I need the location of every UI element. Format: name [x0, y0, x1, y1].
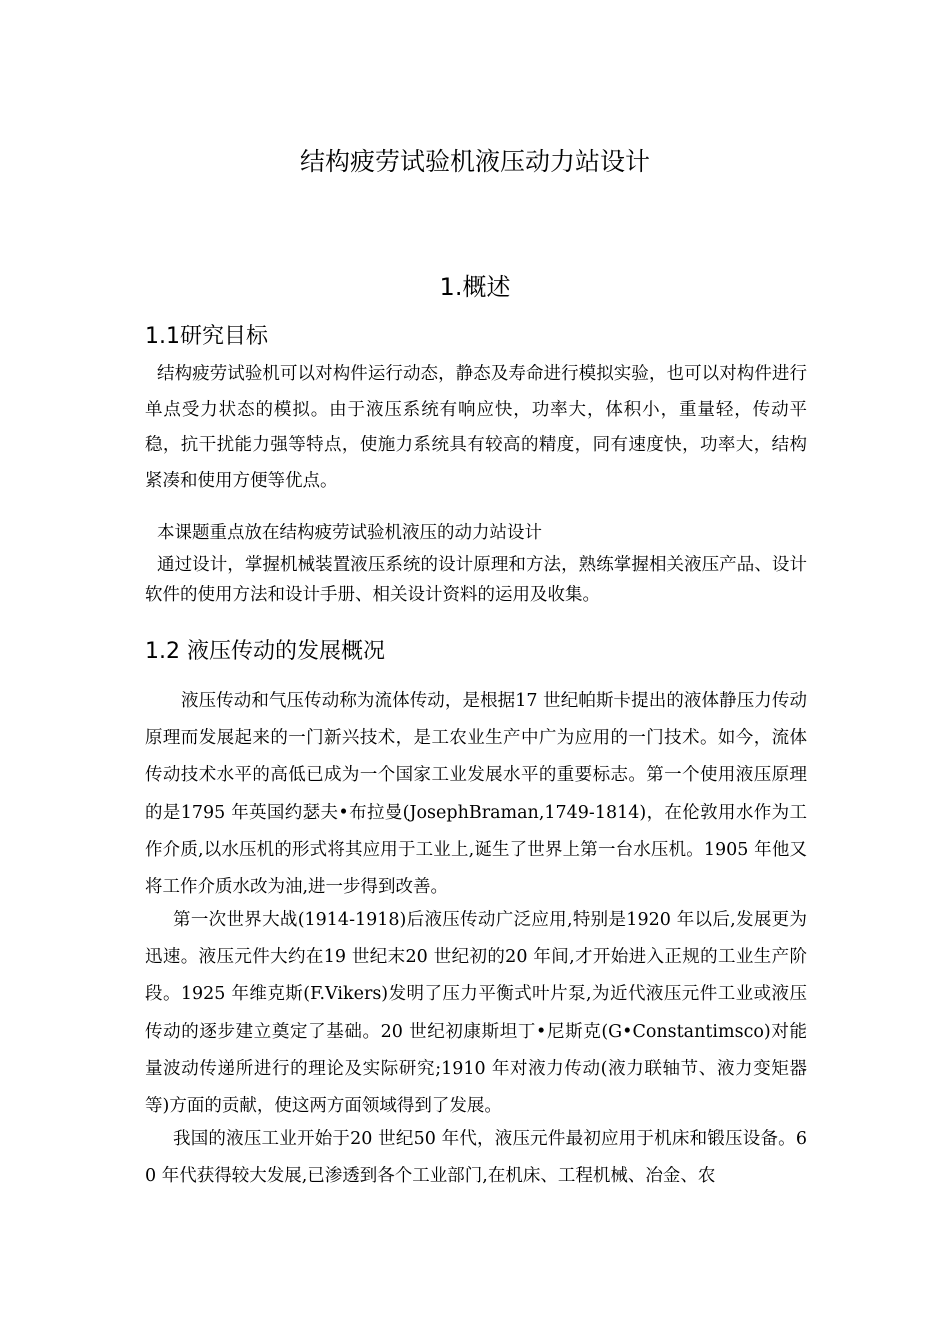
paragraph: 第一次世界大战(1914-1918)后液压传动广泛应用,特别是1920 年以后,发展更为迅速。液压元件大约在19 世纪末20 世纪初的20 年间,才开始进入正规的工业生产阶段。1925 年维克斯(F.Vikers)发明了压力平衡式叶片泵,为近代液压元件工业或液压传动的逐步建立奠定了基础。20 世纪初康斯坦丁•尼斯克(G•Constantimsco)对能量波动传递所进行的理论及实际研究;1910 年对液力传动(液力联轴节、液力变矩器等)方面的贡献，使这两方面领域得到了发展。: [145, 910, 807, 1117]
paragraph: 结构疲劳试验机可以对构件运行动态，静态及寿命进行模拟实验，也可以对构件进行单点受力状态的模拟。由于液压系统有响应快，功率大，体积小，重量轻，传动平稳，抗干扰能力强等特点，使施力系统具有较高的精度，同有速度快，功率大，结构紧凑和使用方便等优点。: [145, 364, 807, 491]
section-heading-development-overview: 1.2 液压传动的发展概况: [145, 639, 385, 664]
paragraph: 本课题重点放在结构疲劳试验机液压的动力站设计: [157, 523, 542, 543]
paragraph: 液压传动和气压传动称为流体传动，是根据17 世纪帕斯卡提出的液体静压力传动原理而发展起来的一门新兴技术，是工农业生产中广为应用的一门技术。如今，流体传动技术水平的高低已成为一个国家工业发展水平的重要标志。第一个使用液压原理的是1795 年英国约瑟夫•布拉曼(JosephBraman,1749-1814)，在伦敦用水作为工作介质,以水压机的形式将其应用于工业上,诞生了世界上第一台水压机。1905 年他又将工作介质水改为油,进一步得到改善。: [145, 691, 807, 898]
document-title: 结构疲劳试验机液压动力站设计: [299, 147, 650, 176]
section-heading-research-goal: 1.1研究目标: [145, 324, 268, 349]
chapter-heading: 1.概述: [439, 273, 511, 301]
paragraph: 通过设计，掌握机械装置液压系统的设计原理和方法，熟练掌握相关液压产品、设计软件的使用方法和设计手册、相关设计资料的运用及收集。: [145, 555, 807, 605]
paragraph: 我国的液压工业开始于20 世纪50 年代，液压元件最初应用于机床和锻压设备。60 年代获得较大发展,已渗透到各个工业部门,在机床、工程机械、冶金、农: [145, 1129, 807, 1187]
